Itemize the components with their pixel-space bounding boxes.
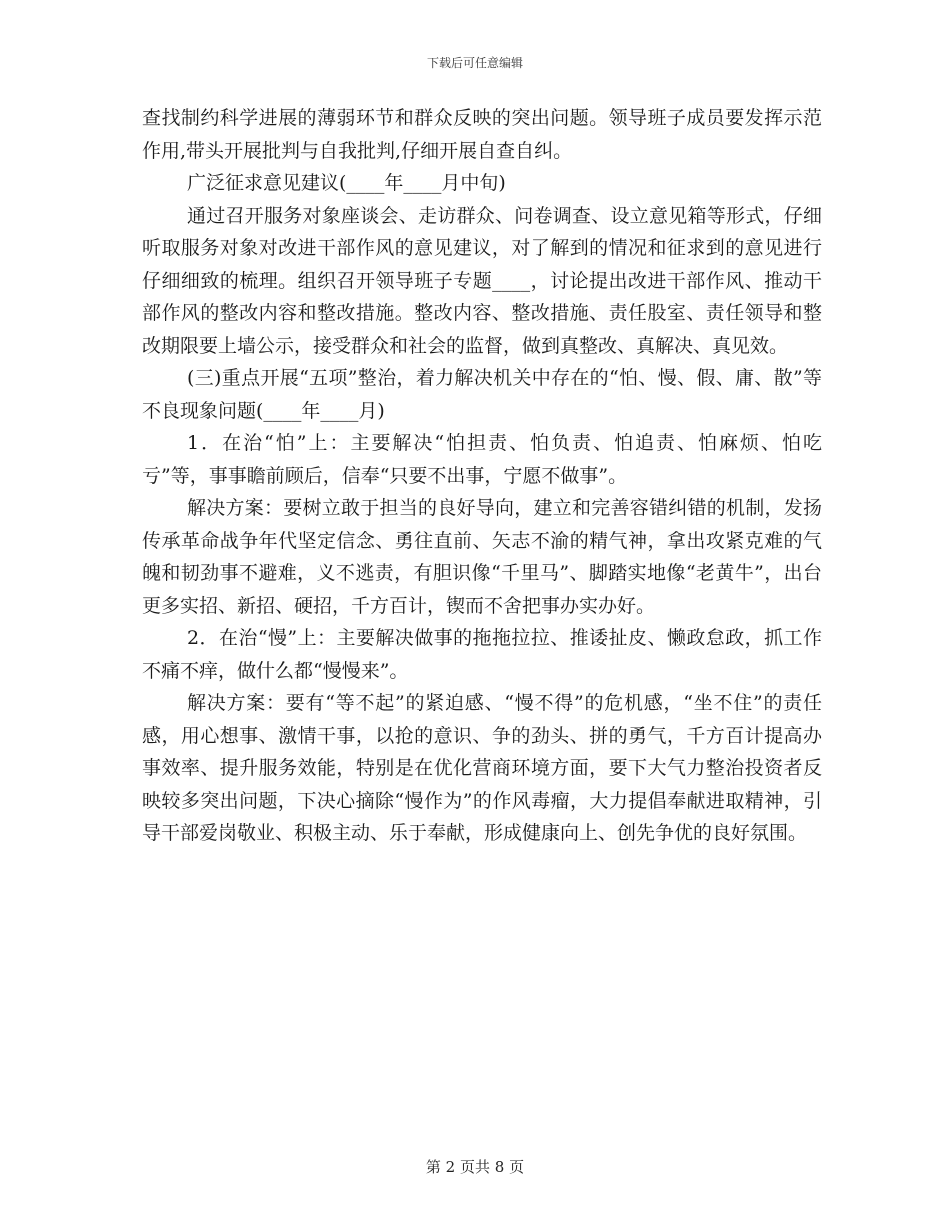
paragraph-3: 通过召开服务对象座谈会、走访群众、问卷调查、设立意见箱等形式，仔细听取服务对象对改进干部作风的意见建议，对了解到的情况和征求到的意见进行仔细细致的梳理。组织召开领导班子专题____，讨论提出改进干部作风、推动干部作风的整改内容和整改措施。整改内容、整改措施、责任股室、责任领导和整改期限要上墙公示，接受群众和社会的监督，做到真整改、真解决、真见效。 [142,204,822,357]
paragraph-7: 2．在治“慢”上：主要解决做事的拖拖拉拉、推诿扯皮、懒政怠政，抓工作不痛不痒，做什么都“慢慢来”。 [142,627,822,682]
paragraph-1: 查找制约科学进展的薄弱环节和群众反映的突出问题。领导班子成员要发挥示范作用,带头开展批判与自我批判,仔细开展自查自纠。 [142,107,822,162]
paragraph-5: 1．在治“怕”上：主要解决“怕担责、怕负责、怕追责、怕麻烦、怕吃亏”等，事事瞻前顾后，信奉“只要不出事，宁愿不做事”。 [142,432,822,487]
paragraph-4: (三)重点开展“五项”整治，着力解决机关中存在的“怕、慢、假、庸、散”等不良现象问题(____年____月) [142,367,822,422]
paragraph-6: 解决方案：要树立敢于担当的良好导向，建立和完善容错纠错的机制，发扬传承革命战争年代坚定信念、勇往直前、矢志不渝的精气神，拿出攻紧克难的气魄和韧劲事不避难，义不逃责，有胆识像“千里马”、脚踏实地像“老黄牛”，出台更多实招、新招、硬招，千方百计，锲而不舍把事办实办好。 [142,497,822,617]
page-header: 下载后可任意编辑 [426,56,523,70]
document-body [142,102,822,850]
paragraph-2: 广泛征求意见建议(____年____月中旬) [187,172,506,194]
paragraph-8: 解决方案：要有“等不起”的紧迫感、“慢不得”的危机感，“坐不住”的责任感，用心想事、激情干事，以抢的意识、争的劲头、拼的勇气，千方百计提高办事效率、提升服务效能，特别是在优化营商环境方面，要下大气力整治投资者反映较多突出问题，下决心摘除“慢作为”的作风毒瘤，大力提倡奉献进取精神，引导干部爱岗敬业、积极主动、乐于奉献，形成健康向上、创先争优的良好氛围。 [142,692,822,844]
page-footer: 第 2 页共 8 页 [425,1158,525,1176]
